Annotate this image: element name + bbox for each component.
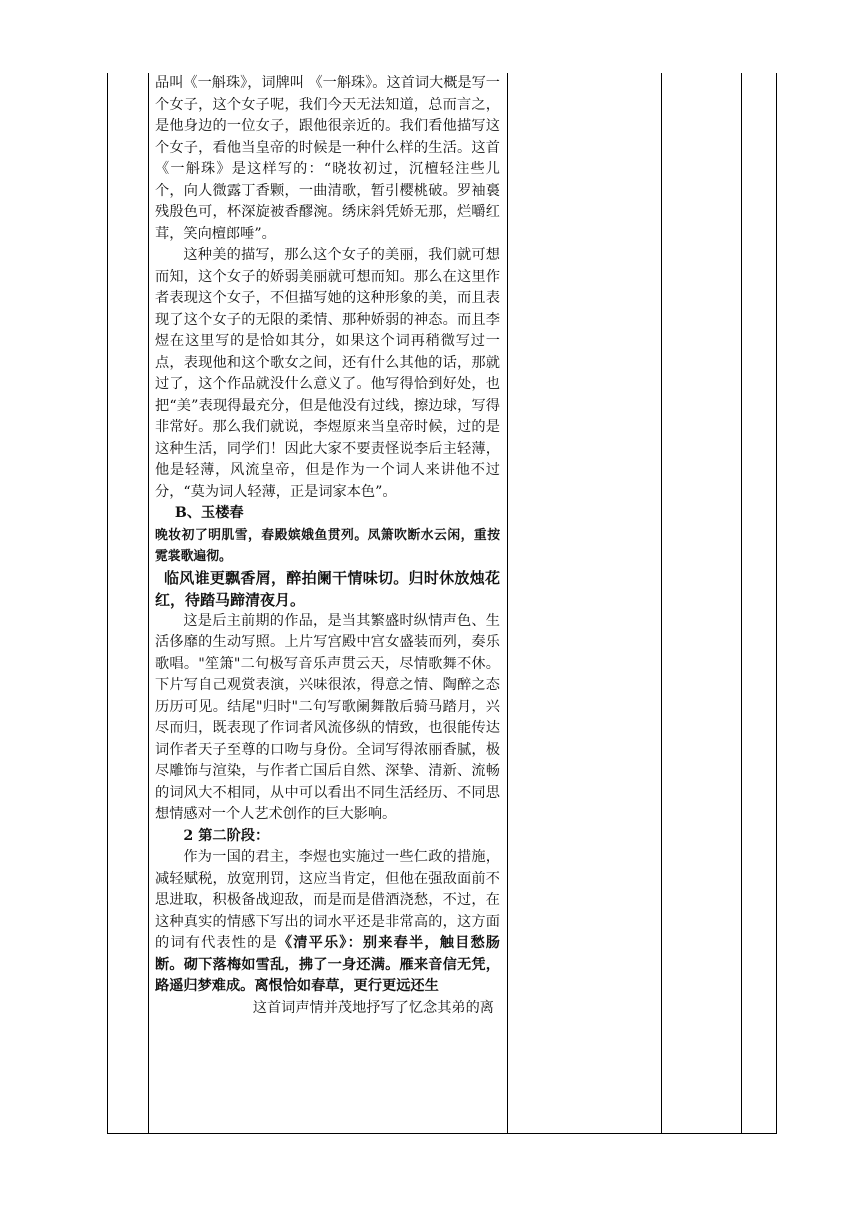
heading-yulouchun: B、玉楼春 <box>174 505 244 521</box>
table-border-col-6 <box>776 73 777 1134</box>
paragraph-stage-2-text: 作为一国的君主，李煜也实施过一些仁政的措施，减轻赋税，放宽刑罚，这应当肯定，但他在强敌面前不思进取，积极备战迎敌，而是而是借酒浇愁，不过，在这种真实的情感下写出的词水平还是非常高的，这方面的词有代表性的是 <box>155 849 500 951</box>
paragraph-continued: 这首词声情并茂地抒写了忆念其弟的离 <box>252 999 494 1016</box>
table-border-col-4 <box>661 73 662 1134</box>
paragraph-yulouchun-analysis: 这是后主前期的作品，是当其繁盛时纵情声色、生活侈靡的生动写照。上片写宫殿中宫女盛装而列，奏乐歌唱。"笙箫"二句极写音乐声贯云天，尽情歌舞不休。下片写自己观赏表演，兴味很浓，得意之情、陶醉之态历历可见。结尾"归时"二句写歌阑舞散后骑马踏月，兴尽而归，既表现了作词者风流侈纵的情致，也很能传达词作者天子至尊的口吻与身份。全词写得浓丽香腻，极尽雕饰与渲染，与作者亡国后自然、深挚、清新、流畅的词风大不相同，从中可以看出不同生活经历、不同思想情感对一个人艺术创作的巨大影响。 <box>155 612 500 822</box>
table-border-col-3 <box>507 73 508 1134</box>
paragraph-stage-2 <box>155 847 500 998</box>
table-border-bottom <box>107 1133 777 1134</box>
lesson-content-cell <box>155 73 500 1019</box>
poem-line-2: 临风谁更飘香屑，醉拍阑干情味切。归时休放烛花红，待踏马蹄清夜月。 <box>155 568 500 609</box>
table-border-col-5 <box>741 73 742 1134</box>
paragraph-beauty-description: 这种美的描写，那么这个女子的美丽，我们就可想而知，这个女子的娇弱美丽就可想而知。那么在这里作者表现这个女子，不但描写她的这种形象的美，而且表现了这个女子的无限的柔情、那种娇弱的神态。而且李煜在这里写的是恰如其分，如果这个词再稍微写过一点，表现他和这个歌女之间，还有什么其他的话，那就过了，这个作品就没什么意义了。他写得恰到好处，也把“美”表现得最充分，但是他没有过线，擦边球，写得非常好。那么我们就说，李煜原来当皇帝时候，过的是这种生活，同学们！因此大家不要责怪说李后主轻薄，他是轻薄，风流皇帝，但是作为一个词人来讲他不过分，“莫为词人轻薄，正是词家本色”。 <box>155 247 500 500</box>
table-border-col-1 <box>107 73 108 1134</box>
paragraph-yihuzhu-intro: 品叫《一斛珠》，词牌叫 《一斛珠》。这首词大概是写一个女子，这个女子呢，我们今天无法知道，总而言之，是他身边的一位女子，跟他很亲近的。我们看他描写这个女子，看他当皇帝的时候是一种什么样的生活。这首《一斛珠》是这样写的：“晓妆初过，沉檀轻注些儿个，向人微露丁香颗，一曲清歌，暂引樱桃破。罗袖裛残殷色可，杯深旋被香醪涴。绣床斜凭娇无那，烂嚼红茸，笑向檀郎唾”。 <box>155 75 500 242</box>
table-border-col-2 <box>148 73 149 1134</box>
poem-qingpingle: 《清平乐》：别来春半，触目愁肠断。砌下落梅如雪乱，拂了一身还满。雁来音信无凭，路遥归梦难成。离恨恰如春草，更行更远还生 <box>155 935 500 994</box>
poem-line-1: 晚妆初了明肌雪，春殿嫔娥鱼贯列。凤箫吹断水云闲，重按霓裳歌遍彻。 <box>155 527 500 564</box>
heading-stage-2: 2 第二阶段： <box>183 827 270 844</box>
